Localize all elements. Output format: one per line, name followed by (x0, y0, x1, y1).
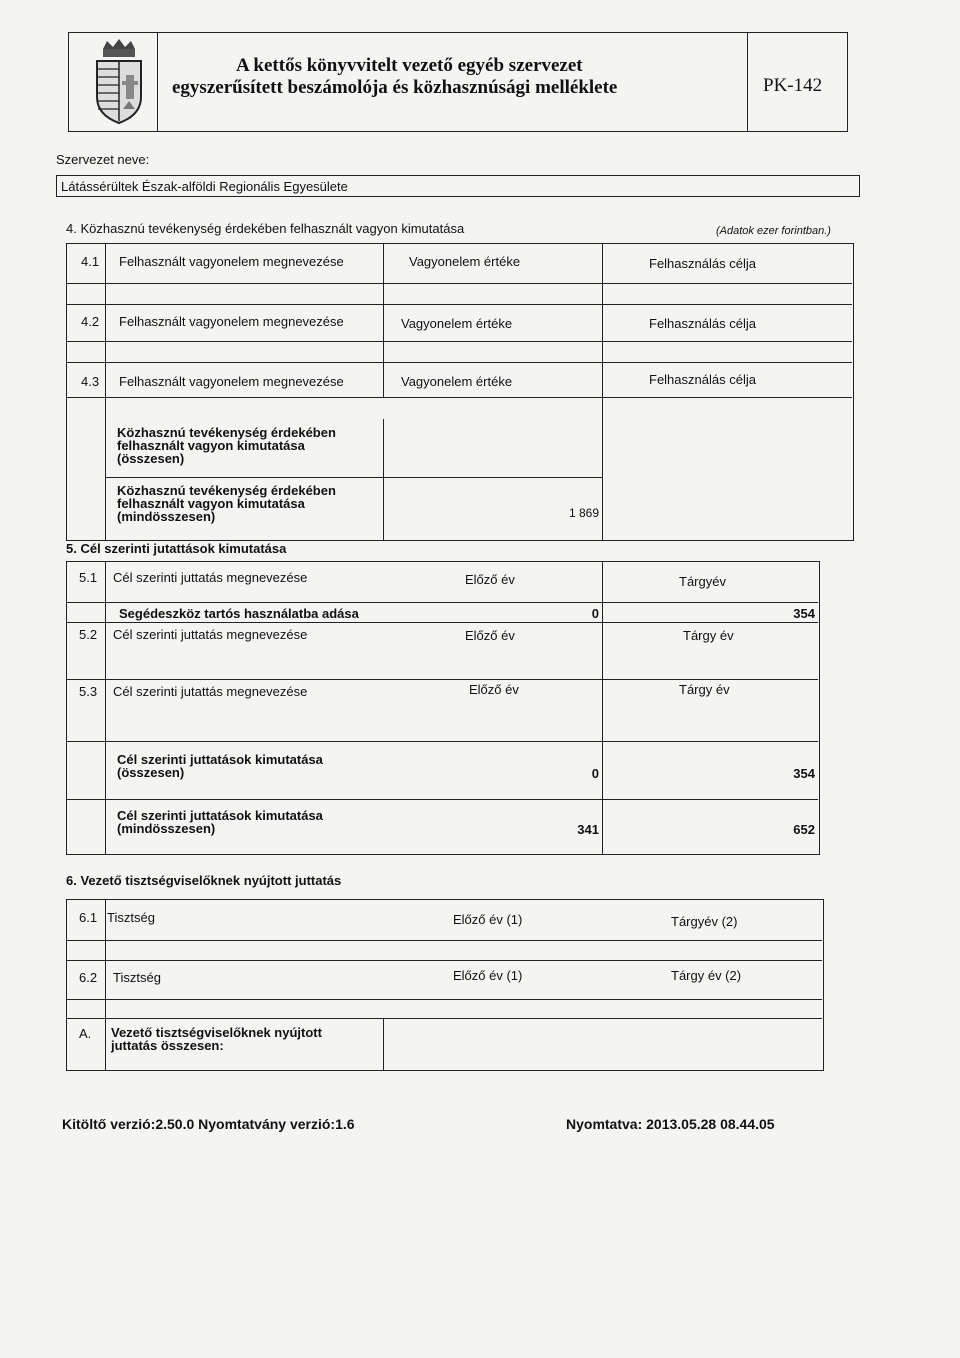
row-4-3-name-header: Felhasznált vagyonelem megnevezése (119, 374, 344, 389)
row-5-1-prev-header: Előző év (465, 572, 515, 587)
row-5-3-curr-header: Tárgy év (679, 682, 730, 697)
section6-table (66, 899, 824, 1071)
section4-unit-note: (Adatok ezer forintban.) (716, 225, 831, 237)
row-5-2-curr-header: Tárgy év (683, 628, 734, 643)
row-4-2-name-header: Felhasznált vagyonelem megnevezése (119, 314, 344, 329)
sec5-grand-total-curr: 652 (793, 822, 815, 837)
row-5-3-number: 5.3 (79, 684, 98, 699)
row-4-3-number: 4.3 (81, 374, 100, 389)
row-4-3-purpose-header: Felhasználás célja (649, 372, 756, 387)
sec5-grand-total-prev: 341 (577, 822, 599, 837)
row-4-1-name-header: Felhasznált vagyonelem megnevezése (119, 254, 344, 269)
hungarian-coat-of-arms-icon (89, 39, 149, 127)
org-name-value: Látássérültek Észak-alföldi Regionális Egyesülete (61, 179, 348, 194)
row-6-1-prev-header: Előző év (1) (453, 912, 523, 927)
row-4-2-value-header: Vagyonelem értéke (401, 316, 513, 331)
form-title-line1: A kettős könyvvitelt vezető egyéb szervezet (236, 55, 583, 76)
row-6-A-number: A. (79, 1026, 92, 1041)
row-4-1-purpose-header: Felhasználás célja (649, 256, 756, 271)
sec4-grand-total-label: Közhasznú tevékenység érdekében felhasznált vagyon kimutatása (mindösszesen) (117, 483, 336, 524)
sec5-total-label: Cél szerinti juttatások kimutatása (összesen) (117, 752, 323, 780)
row-5-2-number: 5.2 (79, 627, 98, 642)
row-6-2-number: 6.2 (79, 970, 98, 985)
row-5-2-prev-header: Előző év (465, 628, 515, 643)
org-name-label: Szervezet neve: (56, 152, 150, 167)
item-segedeszkoz-name: Segédeszköz tartós használatba adása (119, 606, 359, 621)
sec5-total-prev: 0 (591, 766, 599, 781)
item-segedeszkoz-curr: 354 (793, 606, 815, 621)
row-5-1-name-header: Cél szerinti juttatás megnevezése (113, 570, 308, 585)
row-5-1-number: 5.1 (79, 570, 98, 585)
sec5-grand-total-label: Cél szerinti juttatások kimutatása (mindösszesen) (117, 808, 323, 836)
row-5-1-curr-header: Tárgyév (679, 574, 726, 589)
row-4-2-number: 4.2 (81, 314, 100, 329)
sec4-grand-total-value: 1 869 (568, 506, 599, 520)
form-header (68, 32, 848, 132)
row-4-1-value-header: Vagyonelem értéke (409, 254, 521, 269)
row-6-1-number: 6.1 (79, 910, 98, 925)
section6-title: 6. Vezető tisztségviselőknek nyújtott juttatás (66, 873, 342, 888)
footer-printed: Nyomtatva: 2013.05.28 08.44.05 (566, 1116, 775, 1132)
row-4-2-purpose-header: Felhasználás célja (649, 316, 756, 331)
sec4-total-label: Közhasznú tevékenység érdekében felhasznált vagyon kimutatása (összesen) (117, 425, 336, 466)
row-6-1-curr-header: Tárgyév (2) (671, 914, 738, 929)
org-name-field (56, 175, 860, 197)
footer-version: Kitöltő verzió:2.50.0 Nyomtatvány verzió:1.6 (62, 1116, 355, 1132)
section4-title: 4. Közhasznú tevékenység érdekében felhasznált vagyon kimutatása (66, 221, 465, 236)
row-6-1-title-header: Tisztség (107, 910, 155, 925)
row-6-2-prev-header: Előző év (1) (453, 968, 523, 983)
row-5-2-name-header: Cél szerinti juttatás megnevezése (113, 627, 308, 642)
section5-title: 5. Cél szerinti jutattások kimutatása (66, 541, 287, 556)
sec5-total-curr: 354 (793, 766, 815, 781)
section5-table (66, 561, 820, 855)
form-code: PK-142 (763, 75, 823, 96)
row-6-A-label: Vezető tisztségviselőknek nyújtott juttatás összesen: (111, 1025, 322, 1053)
row-5-3-name-header: Cél szerinti jutattás megnevezése (113, 684, 308, 699)
section4-table (66, 243, 854, 541)
form-title-line2: egyszerűsített beszámolója és közhasznúsági melléklete (172, 77, 618, 98)
row-5-3-prev-header: Előző év (469, 682, 519, 697)
row-6-2-title-header: Tisztség (113, 970, 161, 985)
row-4-3-value-header: Vagyonelem értéke (401, 374, 513, 389)
row-4-1-number: 4.1 (81, 254, 100, 269)
row-6-2-curr-header: Tárgy év (2) (671, 968, 742, 983)
item-segedeszkoz-prev: 0 (591, 606, 599, 621)
